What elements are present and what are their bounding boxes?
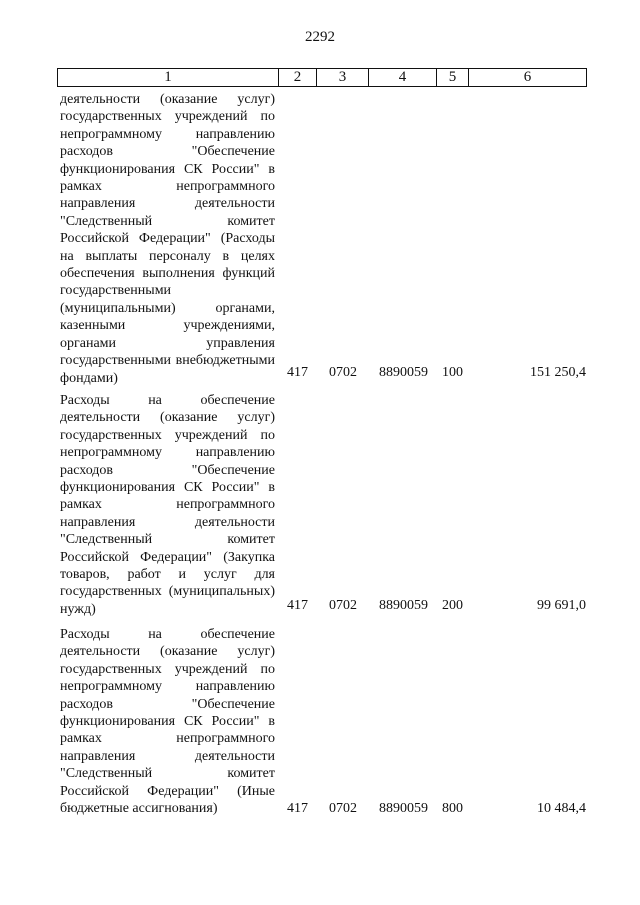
row-section-code: 0702 (329, 365, 357, 380)
row-expense-type-code: 200 (442, 598, 463, 613)
row-target-code: 8890059 (379, 801, 428, 816)
column-header-2: 2 (279, 69, 317, 87)
column-header-1: 1 (58, 69, 279, 87)
row-description: Расходы на обеспечение деятельности (оказание услуг) государственных учреждений по непрограммному направлению расходов "Обеспечение функционирования СК России" в рамках непрограммного направления деятельности "Следственный комитет Российской Федерации" (Закупка товаров, работ и услуг для государственных (муниципальных) нужд) (60, 393, 275, 617)
row-expense-type-code: 800 (442, 801, 463, 816)
row-sum: 99 691,0 (537, 598, 586, 613)
row-description: Расходы на обеспечение деятельности (оказание услуг) государственных учреждений по непрограммному направлению расходов "Обеспечение функционирования СК России" в рамках непрограммного направления деятельности "Следственный комитет Российской Федерации" (Иные бюджетные ассигнования) (60, 627, 275, 817)
table-row (0, 91, 640, 386)
row-gr-code: 417 (287, 801, 308, 816)
page-number: 2292 (305, 29, 335, 45)
row-gr-code: 417 (287, 598, 308, 613)
row-target-code: 8890059 (379, 365, 428, 380)
row-section-code: 0702 (329, 801, 357, 816)
column-header-row (57, 68, 587, 87)
column-header-5: 5 (437, 69, 469, 87)
column-header-6: 6 (469, 69, 587, 87)
row-sum: 10 484,4 (537, 801, 586, 816)
row-sum: 151 250,4 (530, 365, 586, 380)
table-row (0, 626, 640, 836)
column-header-3: 3 (317, 69, 369, 87)
row-expense-type-code: 100 (442, 365, 463, 380)
table-row (0, 392, 640, 617)
row-description: деятельности (оказание услуг) государственных учреждений по непрограммному направлению расходов "Обеспечение функционирования СК России" в рамках непрограммного направления деятельности "Следственный комитет Российской Федерации" (Расходы на выплаты персоналу в целях обеспечения выполнения функций государственными (муниципальными) органами, казенными учреждениями, органами управления государственными внебюджетными фондами) (60, 92, 275, 386)
row-target-code: 8890059 (379, 598, 428, 613)
row-section-code: 0702 (329, 598, 357, 613)
row-gr-code: 417 (287, 365, 308, 380)
column-header-4: 4 (369, 69, 437, 87)
